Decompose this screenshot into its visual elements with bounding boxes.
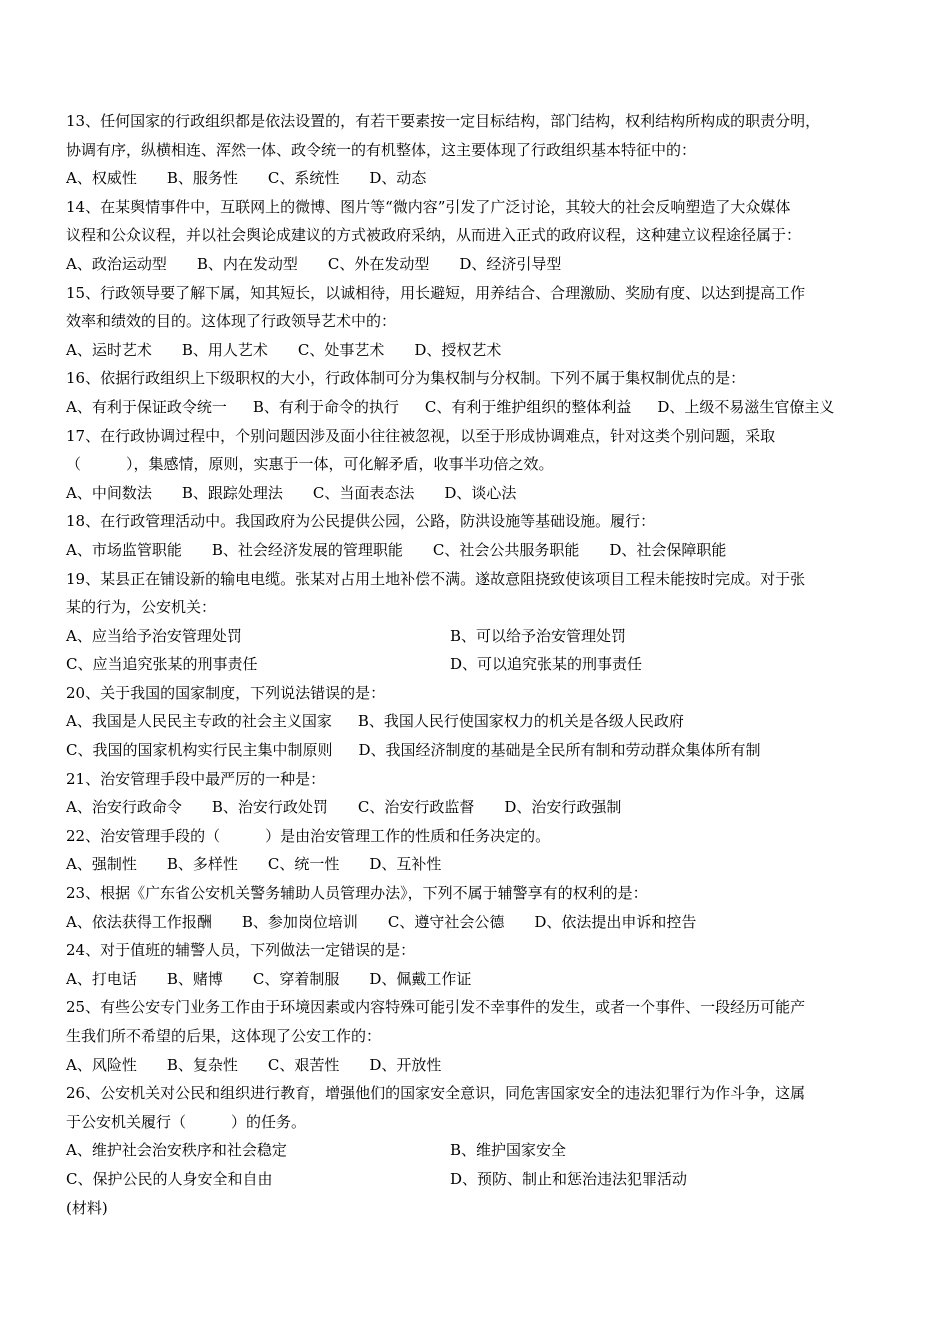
option-b: B、有利于命令的执行 xyxy=(252,397,399,416)
option-a: A、依法获得工作报酬 xyxy=(66,912,212,931)
options-row xyxy=(66,393,886,422)
option-c: C、处事艺术 xyxy=(297,340,385,359)
options-row xyxy=(66,707,886,736)
option-d: D、上级不易滋生官僚主义 xyxy=(657,397,835,416)
option-b: B、治安行政处罚 xyxy=(211,798,328,817)
option-c: C、外在发动型 xyxy=(327,254,430,273)
option-a: A、应当给予治安管理处罚 xyxy=(66,626,242,645)
question-stem-line: 21、治安管理手段中最严厉的一种是： xyxy=(66,769,326,788)
option-c: C、穿着制服 xyxy=(252,969,340,988)
question-stem-line: 13、任何国家的行政组织都是依法设置的，有若干要素按一定目标结构，部门结构，权利结构所构成的职责分明， xyxy=(66,112,821,130)
option-c: C、当面表态法 xyxy=(312,483,415,502)
option-d: D、互补性 xyxy=(369,855,442,874)
option-b: B、多样性 xyxy=(166,855,238,874)
option-a: A、打电话 xyxy=(66,969,137,988)
question-stem-line: 20、关于我国的国家制度，下列说法错误的是： xyxy=(66,683,386,702)
option-a: A、维护社会治安秩序和社会稳定 xyxy=(66,1141,287,1160)
question-stem-line: 某的行为，公安机关： xyxy=(66,598,217,617)
option-a: A、强制性 xyxy=(66,855,137,874)
question-22 xyxy=(66,822,886,879)
question-14 xyxy=(66,193,886,279)
question-stem-line: 18、在行政管理活动中。我国政府为公民提供公园，公路，防洪设施等基础设施。履行： xyxy=(66,512,656,531)
question-23 xyxy=(66,879,886,936)
option-b: B、可以给予治安管理处罚 xyxy=(450,626,627,645)
option-b: B、维护国家安全 xyxy=(450,1141,567,1160)
question-stem-line: 议程和公众议程，并以社会舆论成建议的方式被政府采纳，从而进入正式的政府议程，这种建立议程途径属于： xyxy=(66,226,802,245)
option-c: C、社会公共服务职能 xyxy=(432,540,580,559)
question-stem-line: 16、依据行政组织上下级职权的大小，行政体制可分为集权制与分权制。下列不属于集权制优点的是： xyxy=(66,369,746,388)
option-d: D、授权艺术 xyxy=(414,340,502,359)
options-row xyxy=(66,336,886,365)
options-row xyxy=(66,908,886,937)
option-b: B、用人艺术 xyxy=(181,340,268,359)
question-stem-line: 25、有些公安专门业务工作由于环境因素或内容特殊可能引发不幸事件的发生，或者一个事件、一段经历可能产 xyxy=(66,998,806,1017)
option-c: C、治安行政监督 xyxy=(357,798,475,817)
option-b: B、复杂性 xyxy=(166,1055,238,1074)
question-15 xyxy=(66,279,886,365)
option-a: A、政治运动型 xyxy=(66,254,167,273)
question-25 xyxy=(66,993,886,1079)
question-20 xyxy=(66,679,886,765)
option-c: C、保护公民的人身安全和自由 xyxy=(66,1169,273,1188)
question-16 xyxy=(66,364,886,421)
options-row xyxy=(66,250,886,279)
question-stem-line: （ ），集感情，原则，实惠于一体，可化解矛盾，收事半功倍之效。 xyxy=(66,455,554,474)
question-stem-line: 26、公安机关对公民和组织进行教育，增强他们的国家安全意识，同危害国家安全的违法犯罪行为作斗争，这属 xyxy=(66,1084,806,1103)
question-13 xyxy=(66,107,886,193)
option-a: A、风险性 xyxy=(66,1055,137,1074)
options-row xyxy=(66,536,886,565)
option-b: B、内在发动型 xyxy=(196,254,298,273)
question-stem-line: 17、在行政协调过程中，个别问题因涉及面小往往被忽视，以至于形成协调难点，针对这类个别问题，采取 xyxy=(66,426,776,445)
question-18 xyxy=(66,507,886,564)
option-d: D、依法提出申诉和控告 xyxy=(534,912,697,931)
options-row xyxy=(66,965,886,994)
option-d: D、可以追究张某的刑事责任 xyxy=(450,655,643,674)
question-stem-line: 协调有序，纵横相连、浑然一体、政令统一的有机整体，这主要体现了行政组织基本特征中的： xyxy=(66,140,697,159)
options-row xyxy=(66,164,886,193)
option-b: B、跟踪处理法 xyxy=(181,483,283,502)
question-stem-line: 效率和绩效的目的。这体现了行政领导艺术中的： xyxy=(66,312,397,331)
options-grid xyxy=(66,622,886,679)
option-a: A、权威性 xyxy=(66,169,137,188)
question-stem-line: 14、在某舆情事件中，互联网上的微博、图片等“微内容”引发了广泛讨论，其较大的社会反响塑造了大众媒体 xyxy=(66,197,791,216)
option-c: C、遵守社会公德 xyxy=(387,912,505,931)
options-row xyxy=(66,1051,886,1080)
option-a: A、治安行政命令 xyxy=(66,798,182,817)
option-c: C、我国的国家机构实行民主集中制原则 xyxy=(66,741,333,760)
option-a: A、我国是人民民主专政的社会主义国家 xyxy=(66,712,332,731)
option-d: D、动态 xyxy=(369,169,427,188)
question-stem-line: 于公安机关履行（ ）的任务。 xyxy=(66,1112,307,1131)
question-24 xyxy=(66,936,886,993)
question-stem-line: 24、对于值班的辅警人员，下列做法一定错误的是： xyxy=(66,941,416,960)
question-21 xyxy=(66,765,886,822)
question-stem-line: 22、治安管理手段的（ ）是由治安管理工作的性质和任务决定的。 xyxy=(66,826,551,845)
option-a: A、市场监管职能 xyxy=(66,540,182,559)
question-stem-line: 19、某县正在铺设新的输电电缆。张某对占用土地补偿不满。遂故意阻挠致使该项目工程未能按时完成。对于张 xyxy=(66,569,806,588)
option-b: B、参加岗位培训 xyxy=(241,912,358,931)
option-a: A、中间数法 xyxy=(66,483,152,502)
question-17 xyxy=(66,422,886,508)
option-b: B、社会经济发展的管理职能 xyxy=(211,540,403,559)
option-d: D、预防、制止和惩治违法犯罪活动 xyxy=(450,1169,688,1188)
option-d: D、我国经济制度的基础是全民所有制和劳动群众集体所有制 xyxy=(358,741,761,760)
option-d: D、开放性 xyxy=(369,1055,442,1074)
option-c: C、系统性 xyxy=(267,169,340,188)
option-d: D、经济引导型 xyxy=(459,254,562,273)
options-row xyxy=(66,793,886,822)
option-d: D、治安行政强制 xyxy=(504,798,622,817)
option-c: C、有利于维护组织的整体利益 xyxy=(424,397,632,416)
option-b: B、赌博 xyxy=(166,969,223,988)
options-row xyxy=(66,850,886,879)
options-row xyxy=(66,479,886,508)
question-stem-line: 15、行政领导要了解下属，知其短长，以诚相待，用长避短，用养结合、合理激励、奖励有度、以达到提高工作 xyxy=(66,283,806,302)
option-d: D、社会保障职能 xyxy=(609,540,727,559)
footer-note: (材料) xyxy=(66,1198,108,1217)
option-d: D、佩戴工作证 xyxy=(369,969,472,988)
options-grid xyxy=(66,1136,886,1193)
option-d: D、谈心法 xyxy=(444,483,517,502)
option-a: A、有利于保证政令统一 xyxy=(66,397,227,416)
option-c: C、应当追究张某的刑事责任 xyxy=(66,655,258,674)
question-stem-line: 生我们所不希望的后果，这体现了公安工作的： xyxy=(66,1027,382,1045)
question-19 xyxy=(66,565,886,679)
option-b: B、服务性 xyxy=(166,169,238,188)
exam-page xyxy=(66,107,886,1222)
option-c: C、艰苦性 xyxy=(267,1055,340,1074)
options-row xyxy=(66,736,886,765)
option-a: A、运时艺术 xyxy=(66,340,152,359)
option-b: B、我国人民行使国家权力的机关是各级人民政府 xyxy=(357,712,684,731)
question-stem-line: 23、根据《广东省公安机关警务辅助人员管理办法》，下列不属于辅警享有的权利的是： xyxy=(66,884,648,903)
option-c: C、统一性 xyxy=(267,855,340,874)
question-26 xyxy=(66,1079,886,1193)
